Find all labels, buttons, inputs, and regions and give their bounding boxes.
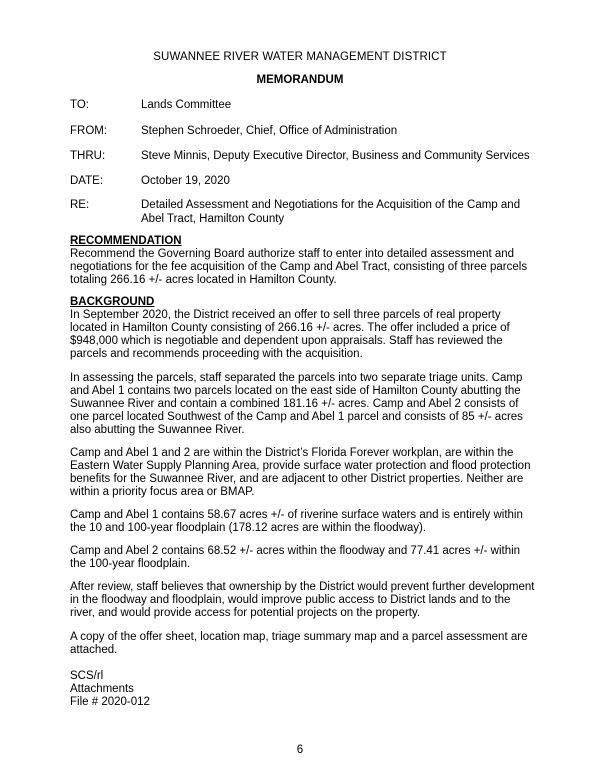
file-number: File # 2020-012: [70, 696, 150, 708]
background-section: [70, 296, 535, 361]
background-paragraph-3: Camp and Abel 1 and 2 are within the District’s Florida Forever workplan, are within the Eastern Water Supply Planning Area, provide surface water protection and flood protection benefits for the Suwannee River, and are adjacent to other District properties. Neither are within a priority focus area or BMAP.: [70, 447, 531, 498]
background-paragraph-7: A copy of the offer sheet, location map, triage summary map and a parcel assessment are attached.: [70, 631, 528, 656]
background-heading: BACKGROUND: [70, 296, 155, 308]
author-initials: SCS/rl: [70, 670, 104, 682]
background-paragraph-4: Camp and Abel 1 contains 58.67 acres +/- of riverine surface waters and is entirely within the 10 and 100-year floodplain (178.12 acres are within the floodway).: [70, 509, 523, 534]
header-value: Stephen Schroeder, Chief, Office of Administration: [141, 125, 398, 137]
background-paragraph-1: In September 2020, the District received an offer to sell three parcels of real property located in Hamilton County consisting of 266.16 +/- acres. The offer included a price of $948,000 which is negotiable and dependent upon appraisals. Staff has reviewed the parcels and recommends proceeding with the acquisition.: [70, 309, 510, 360]
page-number: 6: [296, 744, 304, 756]
header-label: FROM:: [70, 125, 108, 137]
background-paragraph-2: In assessing the parcels, staff separated the parcels into two separate triage units. Camp and Abel 1 contains two parcels located on the east side of Hamilton County abutting the Suwannee River and contain a combined 181.16 +/- acres. Camp and Abel 2 consists of one parcel located Southwest of the Camp and Abel 1 parcel and consists of 85 +/- acres also abutting the Suwannee River.: [70, 372, 523, 436]
header-label: THRU:: [70, 150, 106, 162]
header-value: October 19, 2020: [141, 175, 230, 187]
organization-name: SUWANNEE RIVER WATER MANAGEMENT DISTRICT: [153, 51, 447, 63]
header-label: RE:: [70, 199, 90, 211]
background-paragraph-5: Camp and Abel 2 contains 68.52 +/- acres within the floodway and 77.41 acres +/- within the 100-year floodplain.: [70, 545, 521, 570]
header-label: DATE:: [70, 175, 104, 187]
recommendation-text: Recommend the Governing Board authorize staff to enter into detailed assessment and negotiations for the fee acquisition of the Camp and Abel Tract, consisting of three parcels totaling 266.16 +/- acres located in Hamilton County.: [70, 248, 528, 286]
recommendation-section: [70, 235, 535, 287]
header-value: Lands Committee: [141, 99, 232, 111]
header-label: TO:: [70, 99, 89, 111]
background-paragraph-6: After review, staff believes that ownership by the District would prevent further development in the floodway and floodplain, would improve public access to District lands and to the river, and would provide access for potential projects on the property.: [70, 581, 535, 619]
memo-title: MEMORANDUM: [256, 74, 344, 86]
attachments-note: Attachments: [70, 683, 134, 695]
header-value: Steve Minnis, Deputy Executive Director, Business and Community Services: [141, 150, 530, 162]
recommendation-heading: RECOMMENDATION: [70, 235, 182, 247]
header-value: Detailed Assessment and Negotiations for the Acquisition of the Camp and Abel Tract, Hamilton County: [141, 199, 521, 225]
signature-block: [70, 670, 270, 709]
